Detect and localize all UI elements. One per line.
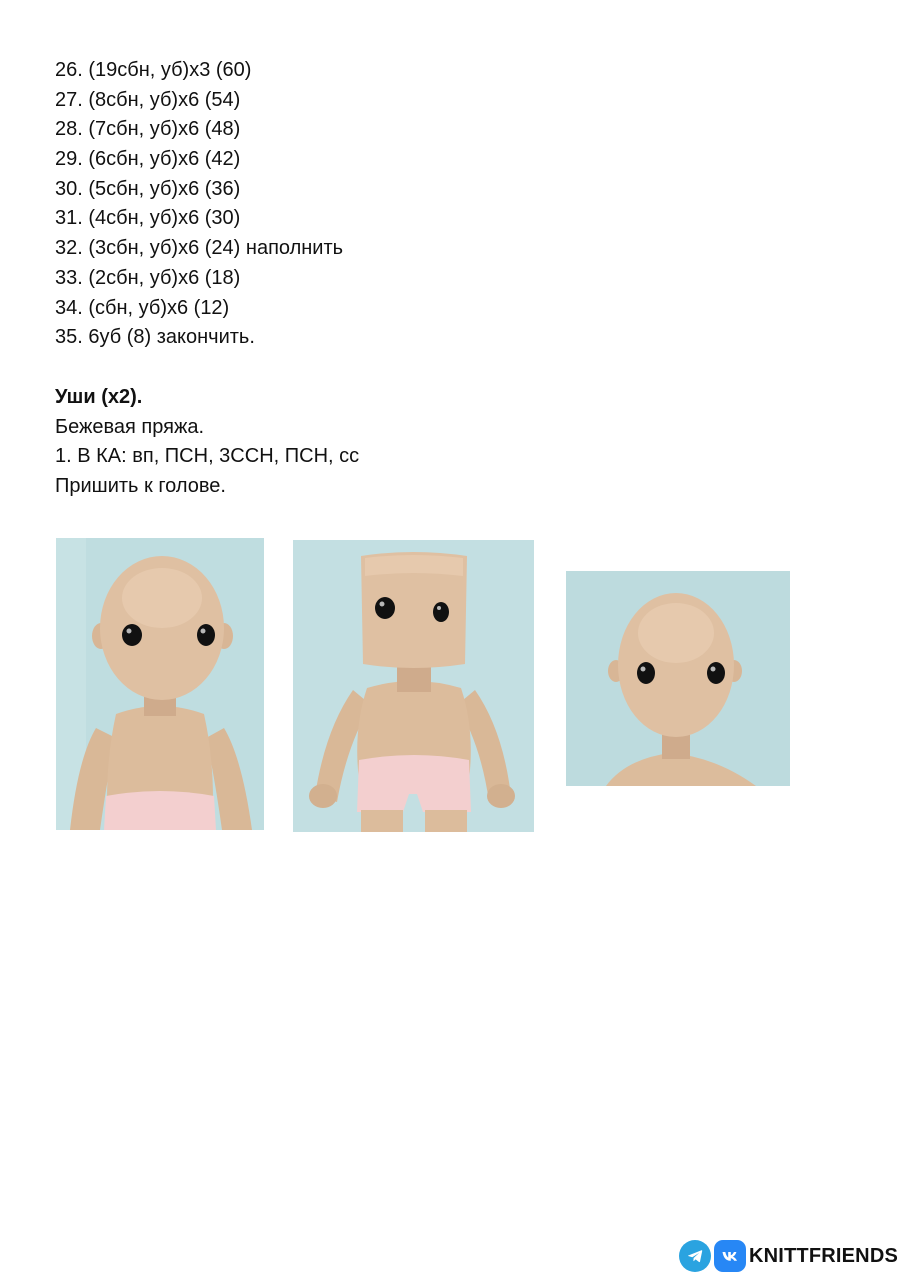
document-body bbox=[55, 56, 855, 502]
pattern-row: 34. (сбн, уб)х6 (12) bbox=[55, 296, 230, 319]
instruction-line: 1. В КА: вп, ПСН, 3ССН, ПСН, сс bbox=[55, 445, 360, 468]
assembly-note: Пришить к голове. bbox=[55, 474, 226, 497]
pattern-row: 29. (6сбн, уб)х6 (42) bbox=[55, 148, 241, 171]
doll-front-photo bbox=[56, 538, 264, 830]
pattern-row: 32. (3сбн, уб)х6 (24) наполнить bbox=[55, 237, 344, 260]
telegram-icon bbox=[679, 1240, 711, 1272]
doll-head-closeup-photo bbox=[566, 571, 790, 786]
pattern-row: 27. (8сбн, уб)х6 (54) bbox=[55, 88, 241, 111]
pattern-row: 33. (2сбн, уб)х6 (18) bbox=[55, 266, 241, 289]
brand-name: KNITTFRIENDS bbox=[748, 1244, 898, 1267]
pattern-row: 35. 6уб (8) закончить. bbox=[55, 326, 255, 349]
pattern-row: 30. (5сбн, уб)х6 (36) bbox=[55, 177, 241, 200]
vk-icon bbox=[714, 1240, 746, 1272]
pattern-rows bbox=[55, 56, 855, 353]
section-title: Уши (х2). bbox=[55, 385, 143, 408]
pattern-row: 26. (19сбн, уб)х3 (60) bbox=[55, 59, 252, 81]
doll-square-head-photo bbox=[293, 540, 534, 832]
yarn-note: Бежевая пряжа. bbox=[55, 415, 205, 438]
pattern-row: 31. (4сбн, уб)х6 (30) bbox=[55, 207, 241, 230]
ears-section bbox=[55, 383, 855, 502]
brand-footer bbox=[679, 1240, 898, 1272]
pattern-row: 28. (7сбн, уб)х6 (48) bbox=[55, 118, 241, 141]
